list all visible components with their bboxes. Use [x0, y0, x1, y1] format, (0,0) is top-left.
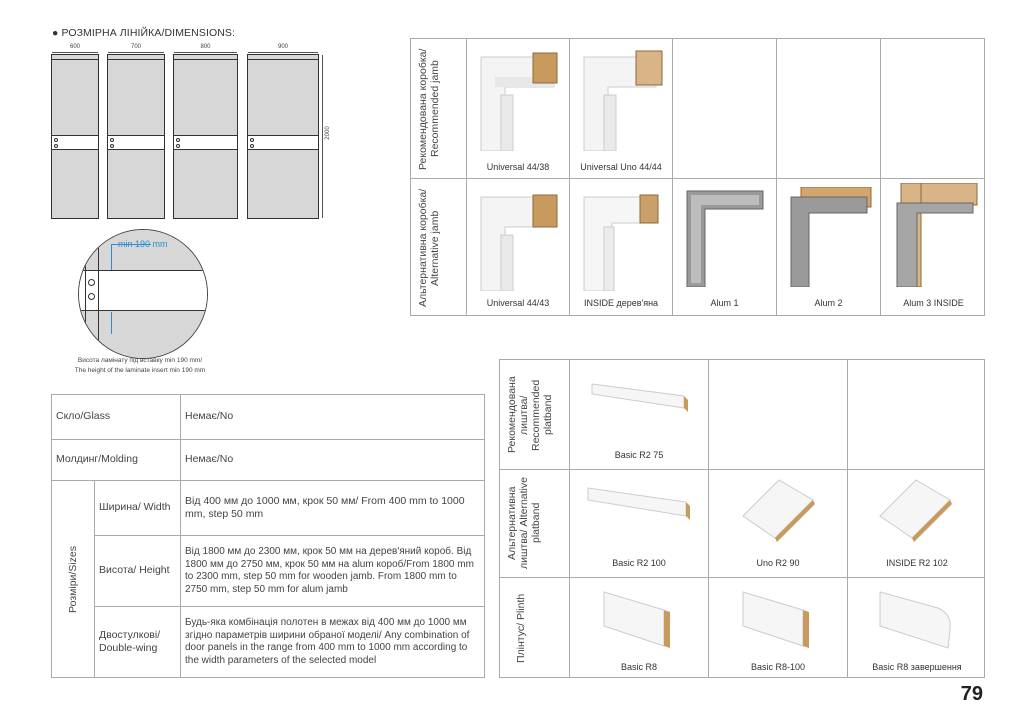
platband-uno-r2-90: Uno R2 90 — [709, 470, 847, 577]
door-height: 2000 — [325, 126, 331, 140]
height-label: Висота/ Height — [95, 536, 181, 607]
door-600 — [51, 54, 99, 219]
platband-profile-icon — [584, 484, 694, 528]
table-row — [52, 395, 485, 440]
table-row — [52, 440, 485, 481]
door-width-600: 600 — [69, 44, 80, 50]
dimensions-title: ● РОЗМІРНА ЛІНІЙКА/DIMENSIONS: — [52, 27, 236, 39]
door-800 — [173, 54, 238, 219]
jamb-profile-icon — [475, 47, 563, 151]
alternative-platband-label: Альтернативна лиштва/ Alternative platband — [505, 477, 542, 569]
min-height-label: min 190 mm — [118, 239, 168, 249]
jamb-universal-44-38: Universal 44/38 — [467, 39, 569, 178]
plinth-profile-icon — [739, 586, 819, 650]
glass-value: Немає/No — [181, 395, 485, 440]
platband-basic-r2-100: Basic R2 100 — [570, 470, 708, 577]
recommended-platband-label: Рекомендована лиштва/ Recommended platband — [505, 376, 554, 453]
sizes-label: Розміри/Sizes — [67, 545, 79, 613]
door-width-800: 800 — [200, 44, 211, 50]
double-label: Двостулкові/ Double-wing — [95, 607, 181, 678]
jamb-grid — [410, 38, 985, 316]
jamb-profile-icon — [475, 187, 563, 291]
platband-profile-icon — [588, 378, 692, 422]
jamb-universal-uno-44-44: Universal Uno 44/44 — [570, 39, 672, 178]
jamb-profile-icon — [787, 187, 873, 287]
glass-label: Скло/Glass — [52, 395, 181, 440]
spec-table — [51, 394, 485, 678]
jamb-alum-2: Alum 2 — [777, 179, 880, 317]
table-row — [52, 607, 485, 678]
plinth-basic-r8: Basic R8 — [570, 578, 708, 679]
jamb-profile-icon — [683, 187, 769, 287]
plinth-profile-icon — [600, 586, 680, 650]
table-row — [52, 536, 485, 607]
jamb-profile-icon — [578, 187, 666, 291]
recommended-jamb-label: Рекомендована коробка/ Recommended jamb — [416, 47, 441, 170]
plinth-basic-r8-100: Basic R8-100 — [709, 578, 847, 679]
platband-profile-icon — [876, 476, 956, 546]
door-700 — [107, 54, 165, 219]
molding-value: Немає/No — [181, 440, 485, 481]
plinth-label: Плінтус/ Plinth — [514, 593, 527, 663]
alternative-jamb-label: Альтернативна коробка/ Alternative jamb — [416, 188, 441, 307]
jamb-inside-wooden: INSIDE дерев'яна — [570, 179, 672, 317]
plinth-basic-r8-end: Basic R8 завершення — [848, 578, 986, 679]
jamb-profile-icon — [578, 47, 666, 151]
insert-caption: Висота ламінату під вставку min 190 mm/ The height of the laminate insert min 190 mm — [74, 357, 206, 374]
height-value: Від 1800 мм до 2300 мм, крок 50 мм на дерев'яний короб. Від 1800 мм до 2750 мм, крок 50 мм на alum короб/From 1800 mm to 2300 mm, step 50 mm for wooden jamb. From 1800 mm to 2750 mm, step 50 mm for alum jamb — [181, 536, 485, 607]
platband-basic-r2-75: Basic R2 75 — [570, 360, 708, 469]
platband-profile-icon — [739, 476, 819, 546]
platband-grid — [499, 359, 985, 678]
jamb-alum-3-inside: Alum 3 INSIDE — [881, 179, 986, 317]
page-number: 79 — [960, 683, 983, 705]
molding-label: Молдинг/Molding — [52, 440, 181, 481]
platband-inside-r2-102: INSIDE R2 102 — [848, 470, 986, 577]
jamb-universal-44-43: Universal 44/43 — [467, 179, 569, 317]
door-width-900: 900 — [277, 44, 288, 50]
door-900 — [247, 54, 319, 219]
table-row — [52, 481, 485, 536]
width-value: Від 400 мм до 1000 мм, крок 50 мм/ From 400 mm to 1000 mm, step 50 mm — [181, 481, 485, 536]
double-value: Будь-яка комбінація полотен в межах від 400 мм до 1000 мм згідно параметрів ширини обраної моделі/ Any combination of door panels in the range from 400 mm to 1000 mm according to the width parameters of the selected model — [181, 607, 485, 678]
jamb-alum-1: Alum 1 — [673, 179, 776, 317]
plinth-profile-icon — [876, 586, 960, 650]
jamb-profile-icon — [891, 183, 979, 287]
width-label: Ширина/ Width — [95, 481, 181, 536]
door-width-700: 700 — [130, 44, 141, 50]
